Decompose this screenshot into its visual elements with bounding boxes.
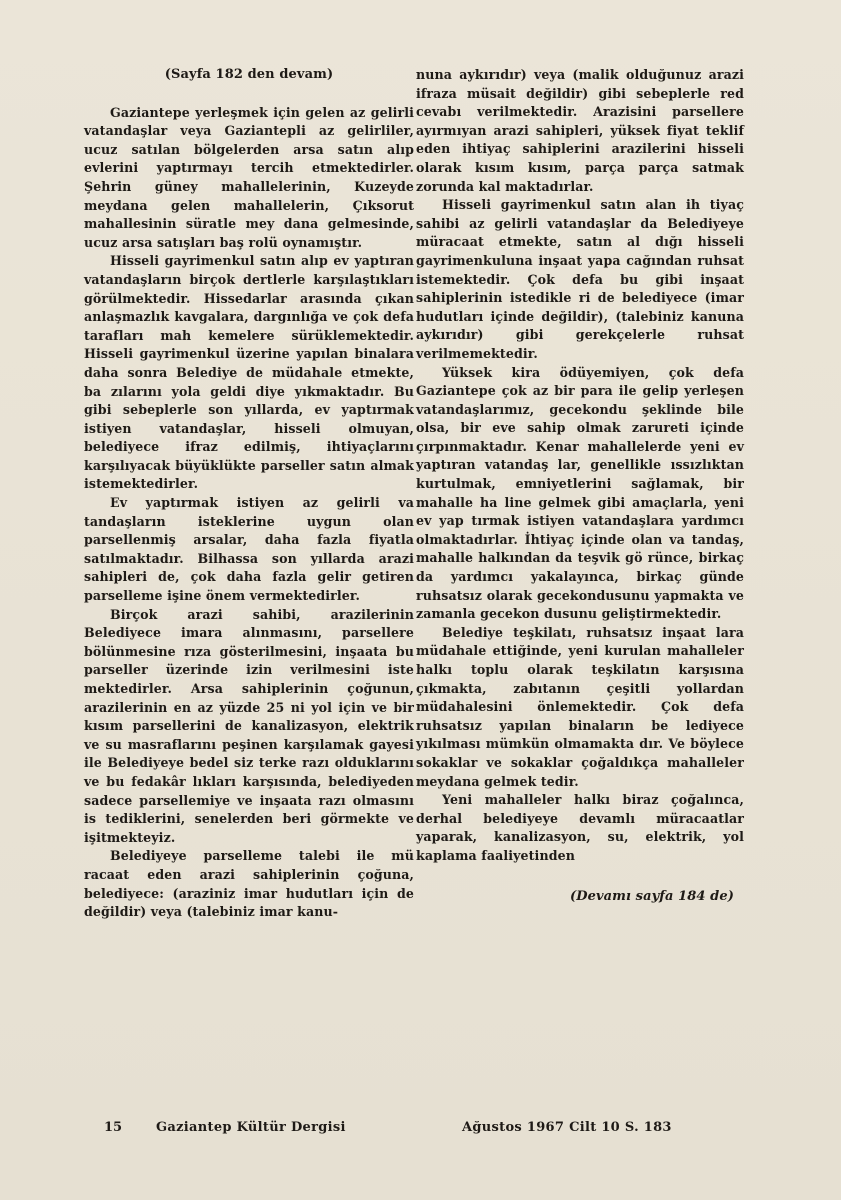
paragraph: Gaziantepe yerleşmek için gelen az gelirli vatandaşlar veya Gaziantepli az gelirliler, ucuz satılan bölgelerden arsa satın alıp evlerini yaptırmayı tercih etmektedirler. Şehrin güney mahallelerinin, Kuzeyde meydana gelen mahallelerin, Çıksorut mahallesinin süratle mey dana gelmesinde, ucuz arsa satışları baş rolü oynamıştır.: [84, 104, 414, 250]
journal-title: Gaziantep Kültür Dergisi: [156, 1120, 346, 1135]
continuation-note-bottom: (Devamı sayfa 184 de): [569, 888, 734, 904]
issue-info: Ağustos 1967 Cilt 10 S. 183: [462, 1120, 672, 1135]
left-column: [84, 66, 414, 922]
paragraph: Ev yaptırmak istiyen az gelirli va tandaşların isteklerine uygun olan parsellenmiş arsalar, daha fazla fiyatla satılmaktadır. Bilhassa son yıllarda arazi sahipleri de, çok daha fazla gelir getiren parselleme işine önem vermektedirler.: [84, 495, 414, 604]
continuation-note-top: (Sayfa 182 den devam): [164, 67, 334, 82]
paragraph: Yüksek kira ödüyemiyen, çok defa Gaziantepe çok az bir para ile gelip yerleşen vatandaşlarımız, gecekondu şeklinde bile olsa, bir eve sahip olmak zarureti içinde çırpınmaktadır. Kenar mahallelerde yeni ev yaptıran vatandaş lar, genellikle ıssızlıktan kurtulmak, emniyetlerini sağlamak, bir mahalle ha line gelmek gibi amaçlarla, yeni ev yap tırmak istiyen vatandaşlara yardımcı olmaktadırlar. İhtiyaç içinde olan va tandaş, mahalle halkından da teşvik gö rünce, birkaç da yardımcı yakalayınca, birkaç günde ruhsatsız olarak gecekondusunu yapmakta ve zamanla gecekon dusunu geliştirmektedir.: [416, 364, 744, 622]
right-column: [416, 66, 744, 906]
paragraph: nuna aykırıdır) veya (malik olduğunuz arazi ifraza müsait değildir) gibi sebeplerle red cevabı verilmektedir. Arazisini parsellere ayırmıyan arazi sahipleri, yüksek fiyat teklif eden ihtiyaç sahiplerini arazilerini hisseli olarak kısım kısım, parça parça satmak zorunda kal maktadırlar.: [416, 67, 744, 194]
page-number: 15: [104, 1120, 123, 1135]
paragraph: Hisseli gayrimenkul satın alıp ev yaptıran vatandaşların birçok dertlerle karşılaştıkları görülmektedir. Hissedarlar arasında çıkan anlaşmazlık kavgalara, dargınlığa ve çok defa tarafları mah kemelere sürüklemektedir. Hisseli gayrimenkul üzerine yapılan binalara daha sonra Belediye de müdahale etmekte, ba zılarını yola geldi diye yıkmaktadır. Bu gibi sebeplerle son yıllarda, ev yaptırmak istiyen vatandaşlar, hisseli olmuyan, belediyece ifraz edilmiş, ihtiyaçlarını karşılıyacak büyüklükte parseller satın almak istemektedirler.: [84, 253, 414, 492]
paragraph: Hisseli gayrimenkul satın alan ih tiyaç sahibi az gelirli vatandaşlar da Belediyeye müracaat etmekte, satın al dığı hisseli gayrimenkuluna inşaat yapa cağından ruhsat istemektedir. Çok defa bu gibi inşaat sahiplerinin istedikle ri de belediyece (imar hudutları içinde değildir), (talebiniz kanuna aykırıdır) gibi gerekçelerle ruhsat verilmemektedir.: [416, 197, 744, 361]
paragraph: Belediyeye parselleme talebi ile mü racaat eden arazi sahiplerinin çoğuna, belediyece: (araziniz imar hudutları için de değildir) veya (talebiniz imar kanu-: [84, 848, 414, 920]
paragraph: Birçok arazi sahibi, arazilerinin Belediyece imara alınmasını, parsellere bölünmesine rıza gösterilmesini, inşaata bu parseller üzerinde izin verilmesini iste mektedirler. Arsa sahiplerinin çoğunun, arazilerinin en az yüzde 25 ni yol için ve bir kısım parsellerini de kanalizasyon, elektrik ve su masraflarını peşinen karşılamak gayesi ile Belediyeye bedel siz terke razı olduklarını ve bu fedakâr lıkları karşısında, belediyeden sadece parsellemiye ve inşaata razı olmasını is tediklerini, senelerden beri görmekte ve işitmekteyiz.: [84, 606, 414, 845]
paragraph: Yeni mahalleler halkı biraz çoğalınca, derhal belediyeye devamlı müracaatlar yaparak, kanalizasyon, su, elektrik, yol kaplama faaliyetinden: [416, 792, 744, 863]
paragraph: Belediye teşkilatı, ruhsatsız inşaat lara müdahale ettiğinde, yeni kurulan mahalleler halkı toplu olarak teşkilatın karşısına çıkmakta, zabıtanın çeşitli yollardan müdahalesini önlemektedir. Çok defa ruhsatsız yapılan binaların be lediyece yıkılması mümkün olmamakta dır. Ve böylece sokaklar ve sokaklar çoğaldıkça mahalleler meydana gelmek tedir.: [416, 624, 744, 789]
